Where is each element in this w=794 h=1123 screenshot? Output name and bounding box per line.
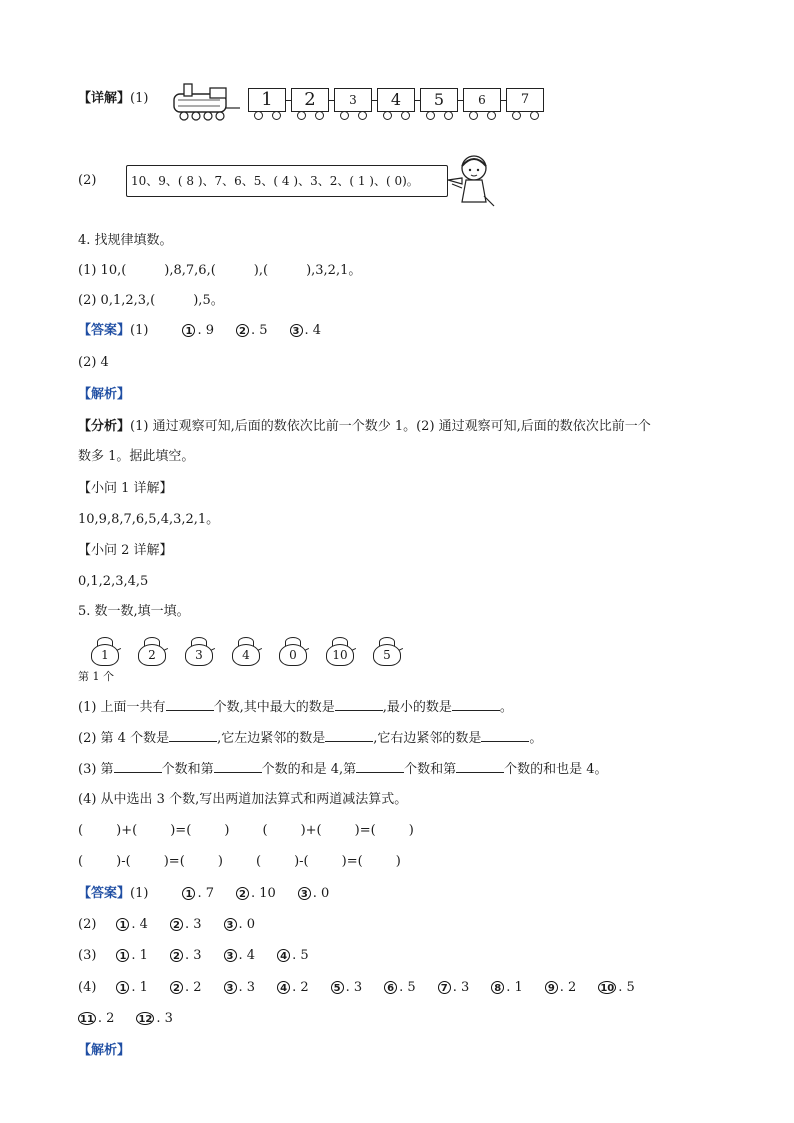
- wheel-icon: [358, 111, 367, 120]
- circled-number: 12: [138, 1014, 153, 1025]
- detail-label: 【详解】: [78, 91, 131, 106]
- q3-part2-label: [78, 172, 96, 190]
- answer-part-label: (4): [78, 980, 97, 995]
- q5-title: 5. 数一数,填一填。: [78, 604, 190, 619]
- sub1-label: 【小问 1 详解】: [78, 481, 173, 496]
- answer-value: . 7: [197, 886, 214, 901]
- q4-part1: [78, 262, 361, 280]
- answer-items: [116, 948, 308, 963]
- circled-number: 3: [224, 981, 237, 994]
- q4-p1-b: ),(: [253, 263, 269, 278]
- blank[interactable]: [169, 729, 217, 742]
- sub2-label: 【小问 2 详解】: [78, 543, 173, 558]
- answer-value: . 1: [131, 980, 148, 995]
- q4-p2-a: ),5。: [193, 293, 224, 308]
- circled-number: 1: [116, 949, 129, 962]
- circled-number: 2: [236, 887, 249, 900]
- wheel-icon: [530, 111, 539, 120]
- analysis-head: 【分析】: [78, 419, 131, 434]
- kettle-icon: [370, 636, 404, 666]
- answer-value: . 4: [238, 948, 256, 963]
- answer-items: [148, 886, 329, 901]
- answer-value: . 2: [292, 980, 309, 995]
- answer-value: . 2: [559, 980, 577, 995]
- answer-part-label: (3): [78, 948, 97, 963]
- circled-number: 11: [80, 1014, 94, 1025]
- q4-answer-line: [78, 322, 321, 340]
- q5-p1-d: 。: [499, 700, 513, 715]
- answer-value: . 2: [184, 980, 202, 995]
- train-car: 2: [291, 88, 329, 112]
- blank[interactable]: [114, 760, 162, 773]
- answer-value: . 10: [250, 886, 276, 901]
- q5-part4: (4) 从中选出 3 个数,写出两道加法算式和两道减法算式。: [78, 792, 408, 807]
- kettle-icon: [276, 636, 310, 666]
- train-car: 3: [334, 88, 372, 112]
- circled-number: 3: [290, 324, 303, 337]
- kettle-number: 3: [185, 644, 213, 666]
- answer-label: 【答案】: [78, 886, 131, 901]
- blank[interactable]: [481, 729, 529, 742]
- circled-number: 4: [277, 949, 290, 962]
- q4-title: 4. 找规律填数。: [78, 233, 173, 248]
- q4-p1-c: ),3,2,1。: [306, 263, 362, 278]
- q5-answer-line5: [78, 1010, 173, 1028]
- part2-label: (2): [78, 173, 97, 188]
- girl-icon: [448, 152, 498, 208]
- q5-p1-c: ,最小的数是: [382, 700, 452, 715]
- blank[interactable]: [166, 698, 214, 711]
- circled-number: 3: [224, 949, 237, 962]
- circled-number: 1: [116, 918, 129, 931]
- circled-number: 2: [170, 949, 183, 962]
- blank[interactable]: [356, 760, 404, 773]
- kettle-number: 2: [138, 644, 166, 666]
- circled-number: 2: [236, 324, 249, 337]
- blank[interactable]: [335, 698, 383, 711]
- circled-number: 4: [277, 981, 290, 994]
- subtraction-equations: ( )-( )=( ) ( )-( )=( ): [78, 854, 401, 869]
- train-illustration: [170, 80, 550, 126]
- q5-p2-b: ,它左边紧邻的数是: [217, 731, 326, 746]
- answer-items: [148, 323, 321, 338]
- answer-value: . 3: [184, 948, 202, 963]
- q5-p2-c: ,它右边紧邻的数是: [373, 731, 482, 746]
- bubble-text: 10、9、( 8 )、7、6、5、( 4 )、3、2、( 1 )、( 0)。: [131, 174, 419, 188]
- circled-number: 6: [384, 981, 397, 994]
- wheel-icon: [297, 111, 306, 120]
- train-car: 5: [420, 88, 458, 112]
- answer-items: [116, 980, 634, 995]
- answer-part-label: (1): [130, 323, 149, 338]
- blank[interactable]: [325, 729, 373, 742]
- first-label: 第 1 个: [78, 670, 114, 683]
- kettle-number: 1: [91, 644, 119, 666]
- part1-label: (1): [130, 91, 149, 106]
- circled-number: 1: [182, 887, 195, 900]
- q5-p2-a: (2) 第 4 个数是: [78, 731, 170, 746]
- circled-number: 1: [182, 324, 195, 337]
- wheel-icon: [315, 111, 324, 120]
- circled-number: 8: [491, 981, 504, 994]
- kettle-number: 0: [279, 644, 307, 666]
- q4-p2-prefix: (2) 0,1,2,3,(: [78, 293, 156, 308]
- wheel-icon: [469, 111, 478, 120]
- wheel-icon: [272, 111, 281, 120]
- wheel-icon: [383, 111, 392, 120]
- answer-value: . 5: [618, 980, 635, 995]
- kettle-icon: [323, 636, 357, 666]
- q5-p1-a: (1) 上面一共有: [78, 700, 166, 715]
- kettle-icon: [88, 636, 122, 666]
- kettle-number: 5: [373, 644, 401, 666]
- circled-number: 10: [600, 983, 615, 994]
- answer-part-label: (1): [130, 886, 149, 901]
- speech-bubble: [126, 165, 448, 197]
- q5-p3-a: (3) 第: [78, 762, 114, 777]
- kettle-icon: [229, 636, 263, 666]
- wheel-icon: [512, 111, 521, 120]
- q5-answer-line: [78, 885, 329, 903]
- train-car: 7: [506, 88, 544, 112]
- locomotive-icon: [170, 80, 242, 124]
- analysis-label: 【解析】: [78, 387, 131, 402]
- answer-items: [116, 917, 255, 932]
- q5-p2-d: 。: [529, 731, 543, 746]
- q4-part2: [78, 292, 224, 310]
- wheel-icon: [426, 111, 435, 120]
- train-car: 1: [248, 88, 286, 112]
- wheel-icon: [401, 111, 410, 120]
- q5-p3-c: 个数的和是 4,第: [261, 762, 357, 777]
- answer-label: 【答案】: [78, 323, 131, 338]
- answer-value: . 5: [250, 323, 268, 338]
- q5-p3-b: 个数和第: [161, 762, 214, 777]
- kettle-number: 4: [232, 644, 260, 666]
- wheel-icon: [444, 111, 453, 120]
- q5-answer-line2: [78, 916, 255, 934]
- circled-number: 3: [298, 887, 311, 900]
- answer-value: . 1: [506, 980, 523, 995]
- circled-number: 1: [116, 981, 129, 994]
- answer-value: . 3: [452, 980, 470, 995]
- q4-p1-a: ),8,7,6,(: [164, 263, 216, 278]
- answer-items: [78, 1011, 173, 1026]
- q5-answer-line3: [78, 947, 309, 965]
- wheel-icon: [340, 111, 349, 120]
- circled-number: 2: [170, 918, 183, 931]
- q5-p3-e: 个数的和也是 4。: [504, 762, 608, 777]
- analysis-text1: (1) 通过观察可知,后面的数依次比前一个数少 1。(2) 通过观察可知,后面的数依次比前一个: [130, 419, 651, 434]
- addition-equations: ( )+( )=( ) ( )+( )=( ): [78, 823, 414, 838]
- answer-value: . 5: [399, 980, 416, 995]
- q4-answer-p2: (2) 4: [78, 355, 109, 370]
- kettle-icon: [182, 636, 216, 666]
- kettle-number: 10: [326, 644, 354, 666]
- analysis-line1: [78, 418, 651, 436]
- answer-value: . 1: [131, 948, 148, 963]
- answer-value: . 4: [304, 323, 322, 338]
- circled-number: 5: [331, 981, 344, 994]
- q5-part2: [78, 729, 542, 748]
- blank[interactable]: [214, 760, 262, 773]
- circled-number: 2: [170, 981, 183, 994]
- q5-part3: [78, 760, 608, 779]
- q5-p3-d: 个数和第: [404, 762, 457, 777]
- blank[interactable]: [456, 760, 504, 773]
- q3-detail-line: [78, 90, 148, 108]
- circled-number: 7: [438, 981, 451, 994]
- answer-value: . 9: [197, 323, 214, 338]
- blank[interactable]: [452, 698, 500, 711]
- answer-value: . 3: [345, 980, 363, 995]
- q5-p1-b: 个数,其中最大的数是: [213, 700, 335, 715]
- answer-value: . 4: [131, 917, 148, 932]
- train-car: 6: [463, 88, 501, 112]
- train-car: 4: [377, 88, 415, 112]
- answer-value: . 0: [238, 917, 256, 932]
- sub1-text: 10,9,8,7,6,5,4,3,2,1。: [78, 512, 220, 527]
- kettle-icon: [135, 636, 169, 666]
- wheel-icon: [487, 111, 496, 120]
- answer-value: . 2: [97, 1011, 115, 1026]
- circled-number: 3: [224, 918, 237, 931]
- answer-value: . 3: [184, 917, 202, 932]
- analysis-line2: 数多 1。据此填空。: [78, 449, 195, 464]
- wheel-icon: [254, 111, 263, 120]
- answer-part-label: (2): [78, 917, 97, 932]
- answer-value: . 3: [238, 980, 256, 995]
- q4-p1-prefix: (1) 10,(: [78, 263, 127, 278]
- answer-value: . 5: [292, 948, 309, 963]
- answer-value: . 0: [312, 886, 330, 901]
- circled-number: 9: [545, 981, 558, 994]
- sub2-text: 0,1,2,3,4,5: [78, 574, 149, 589]
- q5-answer-line4: [78, 979, 635, 997]
- q5-part1: [78, 698, 513, 717]
- q5-analysis-label: 【解析】: [78, 1043, 131, 1058]
- answer-value: . 3: [156, 1011, 173, 1026]
